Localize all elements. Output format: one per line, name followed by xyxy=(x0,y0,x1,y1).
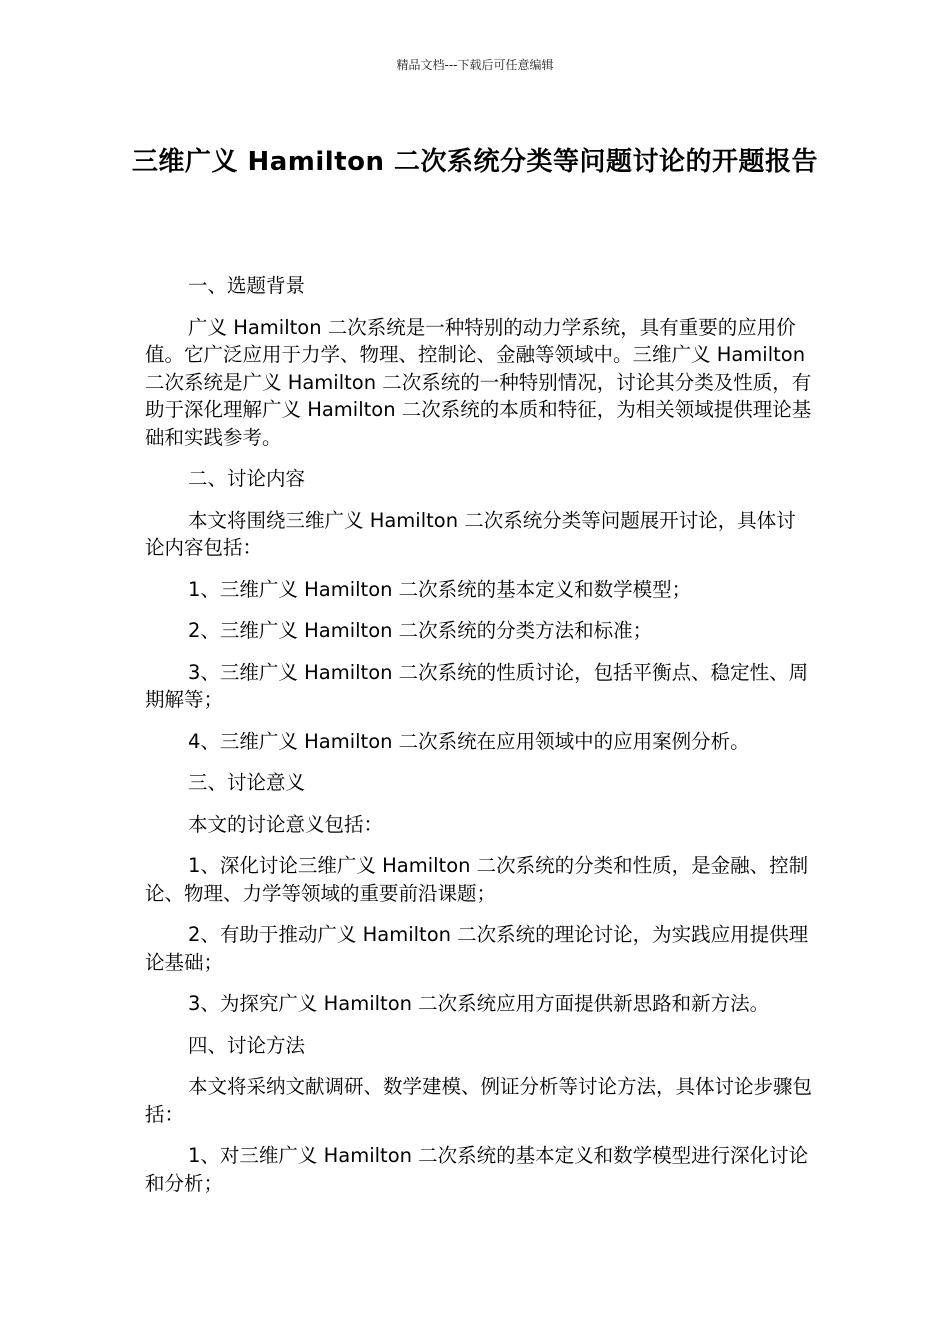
section-heading-content: 二、讨论内容 xyxy=(188,467,306,490)
list-item: 3、三维广义 Hamilton 二次系统的性质讨论，包括平衡点、稳定性、周期解等； xyxy=(145,660,809,711)
list-item: 2、有助于推动广义 Hamilton 二次系统的理论讨论，为实践应用提供理论基础； xyxy=(145,923,809,974)
section-heading-significance: 三、讨论意义 xyxy=(188,771,306,794)
list-item: 2、三维广义 Hamilton 二次系统的分类方法和标准； xyxy=(188,619,653,642)
paragraph-content-intro: 本文将围绕三维广义 Hamilton 二次系统分类等问题展开讨论，具体讨论内容包括： xyxy=(145,508,796,559)
document-title: 三维广义 Hamilton 二次系统分类等问题讨论的开题报告 xyxy=(131,147,819,177)
list-item: 1、深化讨论三维广义 Hamilton 二次系统的分类和性质，是金融、控制论、物理、力学等领域的重要前沿课题； xyxy=(145,854,809,905)
list-item: 1、三维广义 Hamilton 二次系统的基本定义和数学模型； xyxy=(188,577,692,601)
header-watermark: 精品文档---下载后可任意编辑 xyxy=(396,58,554,72)
paragraph-background: 广义 Hamilton 二次系统是一种特别的动力学系统，具有重要的应用价值。它广泛应用于力学、物理、控制论、金融等领域中。三维广义 Hamilton 二次系统是广义 Hamilton 二次系统的一种特别情况，讨论其分类及性质，有助于深化理解广义 Hamilton 二次系统的本质和特征，为相关领域提供理论基础和实践参考。 xyxy=(145,315,812,449)
list-item: 1、对三维广义 Hamilton 二次系统的基本定义和数学模型进行深化讨论和分析； xyxy=(145,1144,809,1195)
document-body xyxy=(145,272,815,1211)
section-heading-methods: 四、讨论方法 xyxy=(188,1033,306,1057)
list-item: 3、为探究广义 Hamilton 二次系统应用方面提供新思路和新方法。 xyxy=(188,992,770,1015)
list-item: 4、三维广义 Hamilton 二次系统在应用领域中的应用案例分析。 xyxy=(188,729,750,753)
paragraph-methods-intro: 本文将采纳文献调研、数学建模、例证分析等讨论方法，具体讨论步骤包括： xyxy=(145,1075,813,1126)
paragraph-significance-intro: 本文的讨论意义包括： xyxy=(188,812,384,836)
section-heading-background: 一、选题背景 xyxy=(188,274,306,297)
